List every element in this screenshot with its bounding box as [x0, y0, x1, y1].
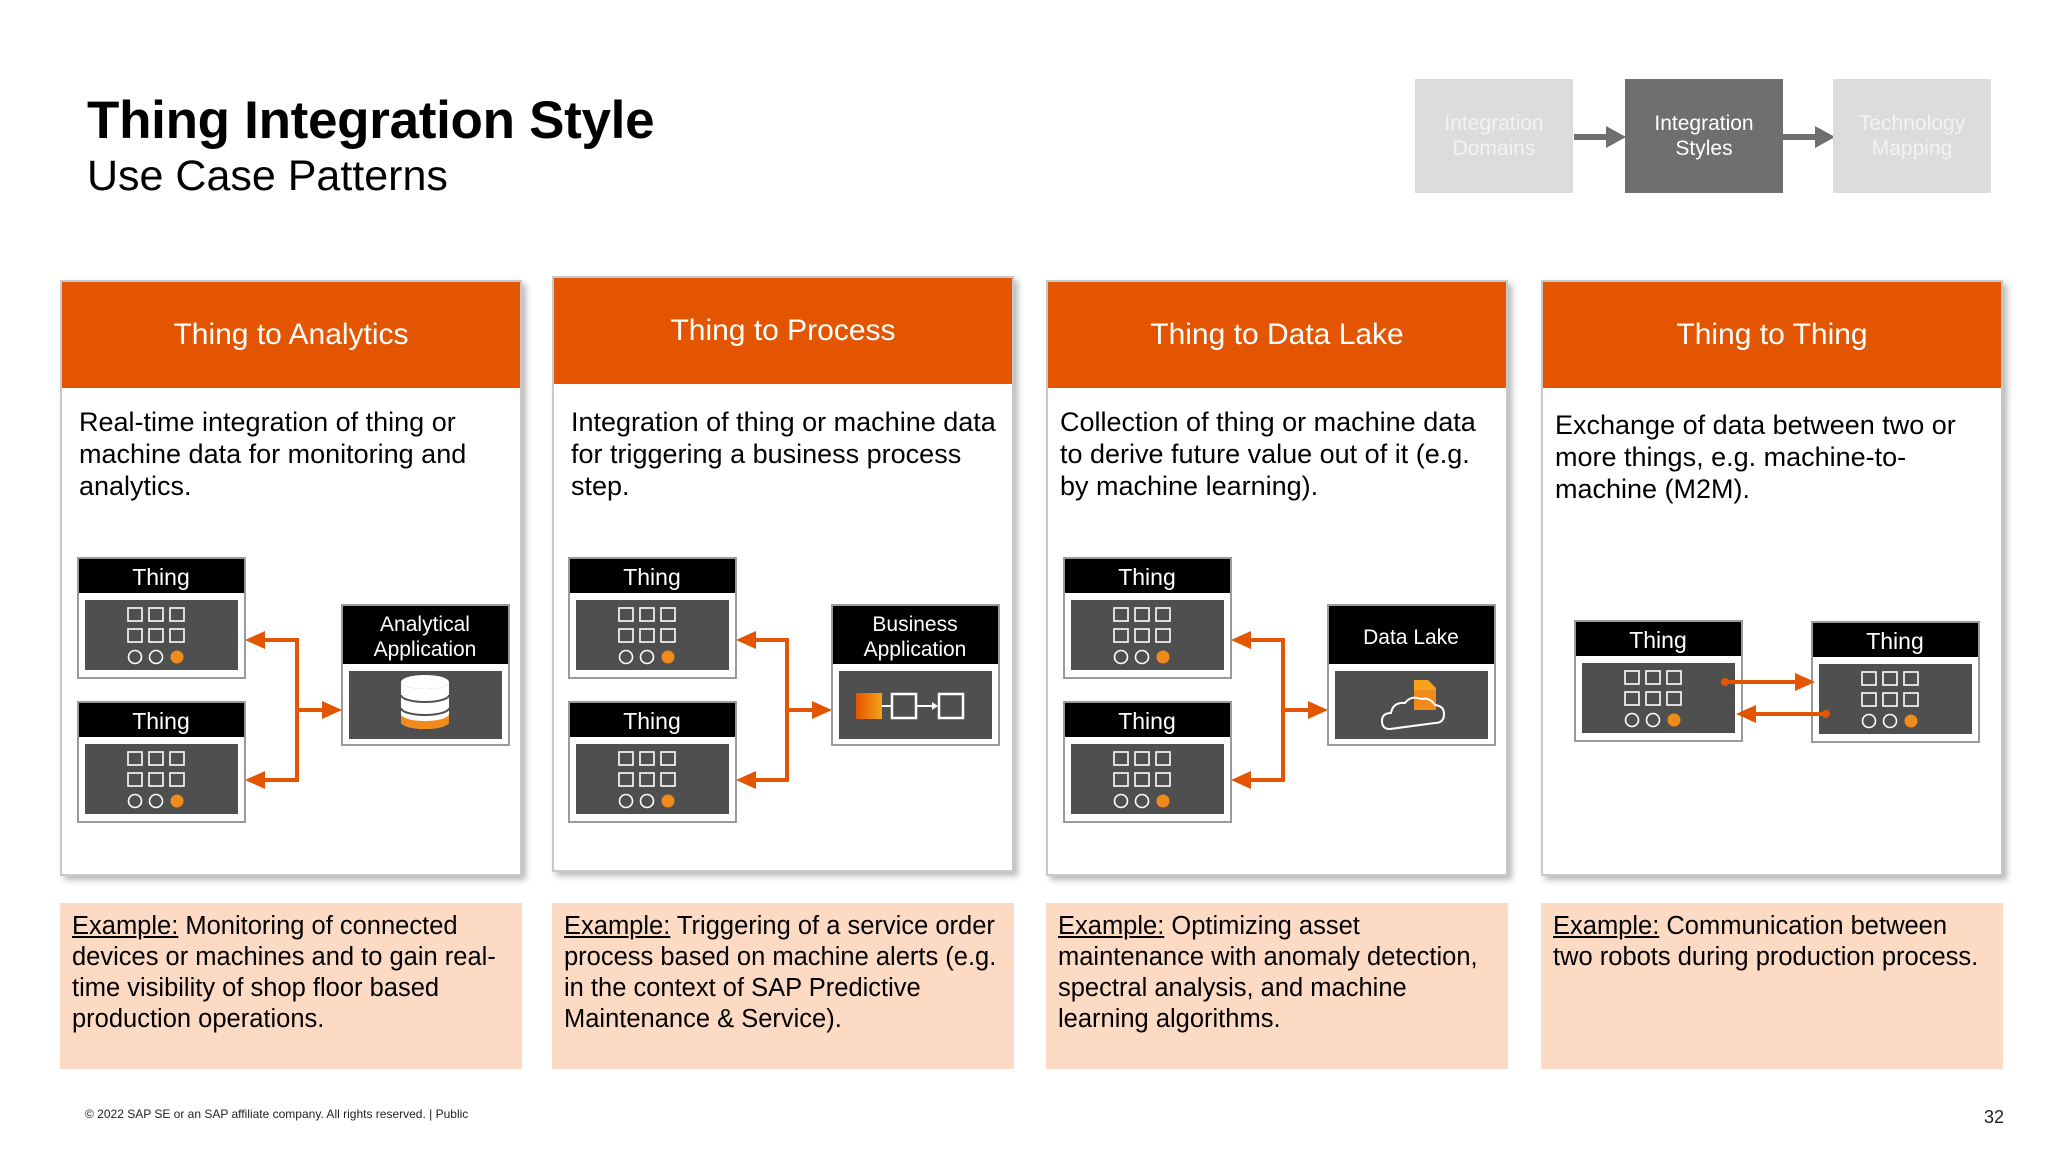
thing-label: Thing: [132, 564, 190, 590]
example-label: Example:: [564, 912, 671, 940]
nav-step-line: Mapping: [1871, 137, 1953, 160]
nav-step-line: Technology: [1858, 112, 1966, 135]
example-text: Monitoring of connected devices or machines and to gain real-time visibility of shop floor based production operations.: [72, 912, 496, 1033]
example-label: Example:: [1058, 912, 1165, 940]
card-thing-to-analytics: [60, 280, 522, 876]
card-thing-to-data-lake: [1046, 280, 1508, 876]
example-box: [1046, 903, 1508, 1069]
thing-label: Thing: [1118, 708, 1176, 734]
thing-to-thing-diagram: [1543, 282, 2005, 878]
arrow-right-icon: [1574, 126, 1626, 148]
arrowhead: [245, 771, 265, 789]
arrowhead: [736, 771, 756, 789]
arrowhead: [1231, 631, 1251, 649]
nav-step-line: Domains: [1452, 137, 1536, 160]
arrowhead: [812, 701, 832, 719]
data-lake-node: [1328, 605, 1495, 745]
nav-step-line: Integration: [1654, 112, 1754, 135]
card-description: Real-time integration of thing or machine data for monitoring and analytics.: [79, 407, 467, 501]
thing-node: [78, 558, 245, 678]
business-application-node: [832, 605, 999, 745]
card-title: Thing to Process: [554, 278, 1012, 384]
target-label: Application: [863, 638, 967, 661]
arrowhead: [322, 701, 342, 719]
card-description: Collection of thing or machine data to derive future value out of it (e.g. by machine learning).: [1060, 407, 1476, 501]
target-label: Analytical: [380, 613, 470, 636]
card-thing-to-process: [552, 276, 1014, 872]
card-description: Integration of thing or machine data for triggering a business process step.: [571, 407, 996, 501]
thing-to-process-diagram: [554, 278, 1016, 878]
example-label: Example:: [1553, 912, 1660, 940]
connector-dot: [1822, 710, 1830, 718]
thing-node: [569, 558, 736, 678]
card-title: Thing to Analytics: [62, 282, 520, 388]
connector-arrows: [262, 640, 327, 780]
thing-label: Thing: [132, 708, 190, 734]
page-subtitle: Use Case Patterns: [87, 152, 448, 200]
analytical-application-node: [342, 605, 509, 745]
connector-arrows: [753, 640, 817, 780]
example-box: [552, 903, 1014, 1069]
card-thing-to-thing: [1541, 280, 2003, 876]
thing-node: [1575, 621, 1742, 741]
thing-label: Thing: [623, 708, 681, 734]
nav-step-line: Styles: [1675, 137, 1733, 160]
page-title: Thing Integration Style: [87, 91, 655, 150]
thing-label: Thing: [1866, 628, 1924, 654]
copyright-footer: © 2022 SAP SE or an SAP affiliate company. All rights reserved. | Public: [85, 1107, 469, 1121]
thing-label: Thing: [1629, 627, 1687, 653]
thing-label: Thing: [623, 564, 681, 590]
thing-node: [1064, 558, 1231, 678]
thing-node: [1064, 702, 1231, 822]
example-text: Communication between two robots during production process.: [1553, 912, 1979, 971]
thing-label: Thing: [1118, 564, 1176, 590]
thing-node: [1812, 622, 1979, 742]
nav-step-integration-domains[interactable]: [1415, 79, 1573, 193]
nav-step-integration-styles[interactable]: [1625, 79, 1783, 193]
example-label: Example:: [72, 912, 179, 940]
example-box: [1541, 903, 2003, 1069]
connector-arrows: [1248, 640, 1313, 780]
thing-to-analytics-diagram: [62, 282, 524, 878]
target-label: Application: [373, 638, 477, 661]
nav-step-line: Integration: [1444, 112, 1544, 135]
arrowhead: [1231, 771, 1251, 789]
arrowhead: [736, 631, 756, 649]
example-text: Optimizing asset maintenance with anomaly detection, spectral analysis, and machine learning algorithms.: [1058, 912, 1478, 1033]
thing-to-data-lake-diagram: [1048, 282, 1510, 878]
card-title: Thing to Data Lake: [1048, 282, 1506, 388]
card-title: Thing to Thing: [1543, 282, 2001, 388]
thing-node: [78, 702, 245, 822]
target-label: Business: [872, 613, 958, 636]
thing-node: [569, 702, 736, 822]
nav-step-technology-mapping[interactable]: [1833, 79, 1991, 193]
connector-dot: [1721, 678, 1729, 686]
arrowhead: [245, 631, 265, 649]
example-text: Triggering of a service order process based on machine alerts (e.g. in the context of SAP Predictive Maintenance & Service).: [564, 912, 997, 1033]
target-label: Data Lake: [1363, 626, 1459, 649]
arrow-right-icon: [1783, 126, 1835, 148]
arrowhead: [1308, 701, 1328, 719]
card-description: Exchange of data between two or more things, e.g. machine-to-machine (M2M).: [1555, 410, 1956, 504]
page-number: 32: [1983, 1107, 2004, 1127]
example-box: [60, 903, 522, 1069]
database-icon: [401, 675, 449, 729]
